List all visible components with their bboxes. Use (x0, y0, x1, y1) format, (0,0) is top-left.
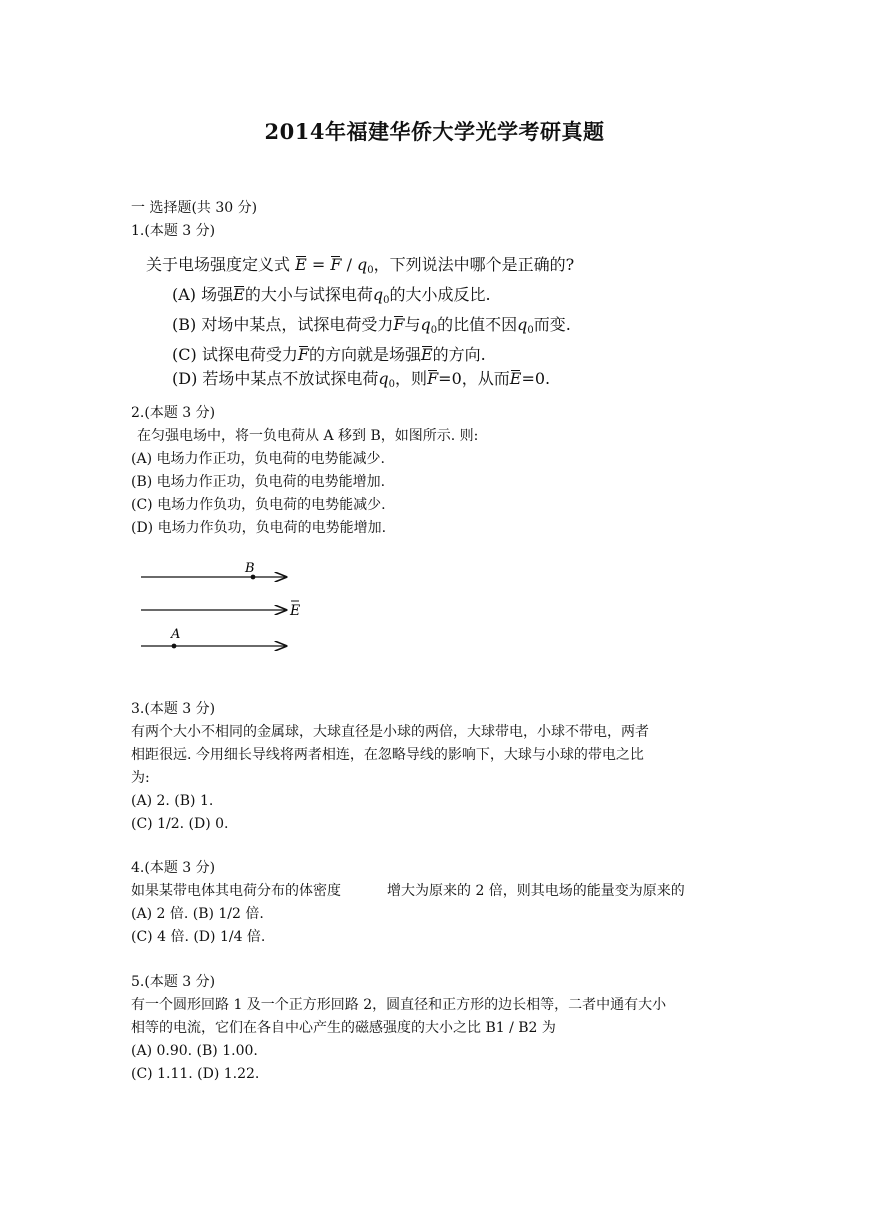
q4-header: 4.(本题 3 分) (131, 860, 216, 876)
symbol-equals: = (306, 255, 331, 274)
symbol-subscript-0: 0 (430, 325, 438, 336)
option-text: 场强 (201, 285, 234, 304)
q5-stem-line-2: 相等的电流，它们在各自中心产生的磁感强度的大小之比 B1 / B2 为 (131, 1020, 556, 1036)
option-text: =0，从而 (438, 369, 510, 388)
label-b: B (245, 561, 255, 576)
label-a: A (171, 627, 181, 642)
q2-option-a: (A) 电场力作正功，负电荷的电势能减少. (131, 451, 385, 467)
q2-header: 2.(本题 3 分) (131, 405, 216, 421)
q4-stem-text: 如果某带电体其电荷分布的体密度 (131, 883, 341, 899)
option-text: 对场中某点，试探电荷受力 (201, 315, 394, 334)
option-text: 的大小成反比. (389, 285, 491, 304)
symbol-f-vector: F (393, 315, 405, 334)
q4-stem-text-end: 增大为原来的 2 倍，则其电场的能量变为原来的 (387, 883, 685, 899)
option-text: 的大小与试探电荷 (244, 285, 373, 304)
symbol-f-vector: F (297, 345, 309, 364)
symbol-f-vector: F (427, 369, 439, 388)
q3-options-row-1: (A) 2. (B) 1. (131, 793, 214, 809)
q3-stem-line-3: 为: (131, 770, 150, 786)
q1-header: 1.(本题 3 分) (131, 223, 216, 239)
q5-header: 5.(本题 3 分) (131, 974, 216, 990)
q1-stem-text: 关于电场强度定义式 (146, 255, 291, 274)
point-a (172, 644, 177, 649)
option-text: 试探电荷受力 (201, 345, 298, 364)
symbol-e-vector: E (233, 285, 245, 304)
symbol-subscript-0: 0 (367, 265, 374, 276)
page-title: 2014年福建华侨大学光学考研真题 (264, 119, 605, 144)
section-heading: 一 选择题(共 30 分) (131, 200, 258, 216)
option-text: ，则 (395, 369, 428, 388)
q1-option-a (172, 284, 574, 312)
q3-stem-line-2: 相距很远. 今用细长导线将两者相连，在忽略导线的影响下，大球与小球的带电之比 (131, 747, 644, 763)
label-e: E (290, 603, 301, 619)
option-text: 若场中某点不放试探电荷 (202, 369, 379, 388)
symbol-subscript-0: 0 (383, 295, 390, 306)
field-diagram (136, 555, 316, 660)
q1-option-b (172, 314, 574, 342)
option-text: =0. (521, 369, 551, 388)
symbol-e-vector: E (295, 255, 307, 274)
option-text: 与 (404, 315, 421, 334)
q5-options-row-2: (C) 1.11. (D) 1.22. (131, 1066, 260, 1082)
q3-options-row-2: (C) 1/2. (D) 0. (131, 816, 229, 832)
option-label: (C) (172, 345, 197, 364)
symbol-slash: / (341, 255, 358, 274)
symbol-subscript-0: 0 (527, 325, 534, 336)
option-text: 的比值不因 (437, 315, 518, 334)
option-label: (A) (172, 285, 197, 304)
symbol-e-vector: E (509, 369, 522, 388)
symbol-q: q (378, 369, 389, 388)
q1-stem (146, 254, 574, 282)
q5-stem-line-1: 有一个圆形回路 1 及一个正方形回路 2，圆直径和正方形的边长相等，二者中通有大小 (131, 997, 667, 1013)
q2-option-b: (B) 电场力作正功，负电荷的电势能增加. (131, 474, 386, 490)
q1-stem-text-end: ，下列说法中哪个是正确的? (373, 255, 575, 274)
q1-option-d (172, 368, 574, 396)
q4-options-row-2: (C) 4 倍. (D) 1/4 倍. (131, 929, 266, 945)
option-label: (D) (172, 369, 198, 388)
q1-option-c (172, 344, 574, 366)
symbol-f-vector: F (330, 255, 342, 274)
q5-options-row-1: (A) 0.90. (B) 1.00. (131, 1043, 258, 1059)
q3-stem-line-1: 有两个大小不相同的金属球，大球直径是小球的两倍，大球带电，小球不带电，两者 (131, 724, 649, 740)
option-text: 的方向. (432, 345, 486, 364)
symbol-subscript-0: 0 (388, 379, 396, 390)
q2-option-d: (D) 电场力作负功，负电荷的电势能增加. (131, 520, 387, 536)
q1-image-block (146, 254, 574, 396)
symbol-q: q (372, 285, 384, 304)
symbol-q: q (420, 315, 431, 334)
symbol-e-vector: E (420, 345, 433, 364)
q3-header: 3.(本题 3 分) (131, 701, 216, 717)
q2-stem: 在匀强电场中，将一负电荷从 A 移到 B，如图所示. 则: (137, 428, 479, 444)
option-label: (B) (172, 315, 197, 334)
q4-stem (131, 882, 685, 900)
option-text: 而变. (533, 315, 571, 334)
option-text: 的方向就是场强 (308, 345, 421, 364)
q2-option-c: (C) 电场力作负功，负电荷的电势能减少. (131, 497, 386, 513)
q4-options-row-1: (A) 2 倍. (B) 1/2 倍. (131, 906, 264, 922)
symbol-q: q (357, 255, 368, 274)
symbol-q: q (517, 315, 528, 334)
